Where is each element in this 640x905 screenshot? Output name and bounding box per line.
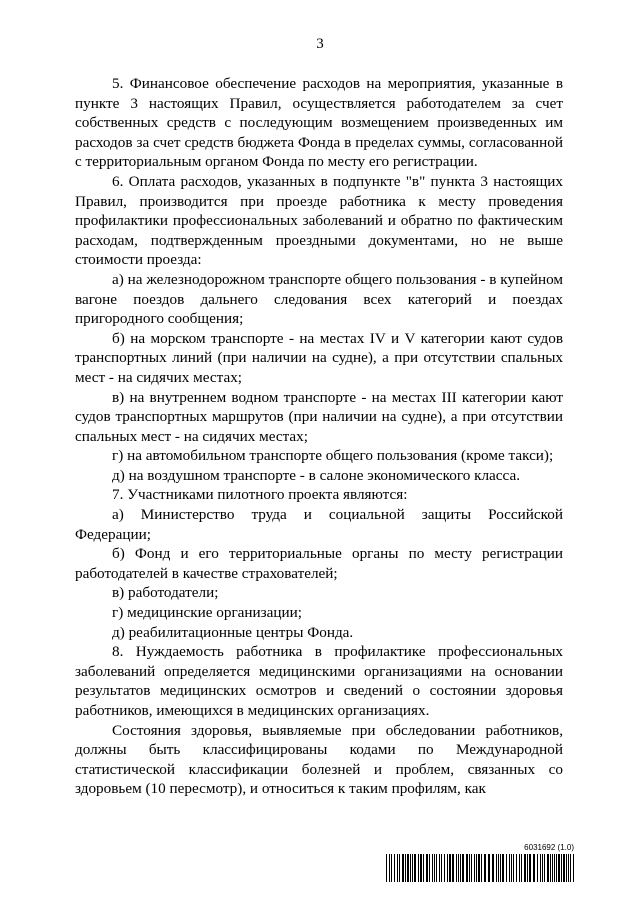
document-code: 6031692 (1.0) — [524, 843, 574, 852]
paragraph-7: 7. Участниками пилотного проекта являются: — [112, 486, 408, 504]
list-item: а) Министерство труда и социальной защиты Российской Федерации; — [75, 506, 563, 543]
list-item: в) на внутреннем водном транспорте - на местах III категории кают судов транспортных маршрутов (при наличии на судне), а при отсутствии спальных мест - на сидячих местах; — [75, 388, 563, 445]
list-item: д) на воздушном транспорте - в салоне экономического класса. — [112, 466, 520, 484]
list-item: а) на железнодорожном транспорте общего пользования - в купейном вагоне поездов дальнего следования всех категорий и поездах пригородного сообщения; — [75, 270, 563, 328]
list-item: г) на автомобильном транспорте общего пользования (кроме такси); — [112, 447, 554, 465]
list-item: д) реабилитационные центры Фонда. — [112, 623, 354, 641]
page-number: 3 — [316, 36, 324, 52]
list-item: г) медицинские организации; — [112, 604, 303, 622]
paragraph-5: 5. Финансовое обеспечение расходов на мероприятия, указанные в пункте 3 настоящих Правил, осуществляется работодателем за счет собственных средств с последующим возмещением произведенных им расходов за счет средств бюджета Фонда в пределах суммы, согласованной с территориальным органом Фонда по месту его регистрации. — [75, 75, 563, 171]
list-item: б) на морском транспорте - на местах IV и V категории кают судов транспортных линий (при наличии на судне), а при отсутствии спальных мест - на сидячих местах; — [75, 329, 563, 386]
paragraph-6: 6. Оплата расходов, указанных в подпункте "в" пункта 3 настоящих Правил, производится при проезде работника к месту проведения профилактики профессиональных заболеваний и обратно по фактическим расходам, подтвержденным проездными документами, но не выше стоимости проезда: — [75, 172, 563, 269]
list-item: б) Фонд и его территориальные органы по месту регистрации работодателей в качестве страхователей; — [75, 545, 563, 582]
document-footer — [386, 843, 574, 883]
paragraph-8: 8. Нуждаемость работника в профилактике профессиональных заболеваний определяется медицинскими организациями на основании результатов медицинских осмотров и сведений о состоянии здоровья работников, имеющихся в медицинских организациях. — [75, 643, 563, 719]
document-body — [75, 74, 563, 799]
paragraph-health-states: Состояния здоровья, выявляемые при обследовании работников, должны быть классифицированы кодами по Международной статистической классификации болезней и проблем, связанных со здоровьем (10 пересмотр), и относиться к таким профилям, как — [75, 721, 563, 798]
list-item: в) работодатели; — [112, 584, 219, 602]
barcode-icon — [386, 854, 574, 882]
